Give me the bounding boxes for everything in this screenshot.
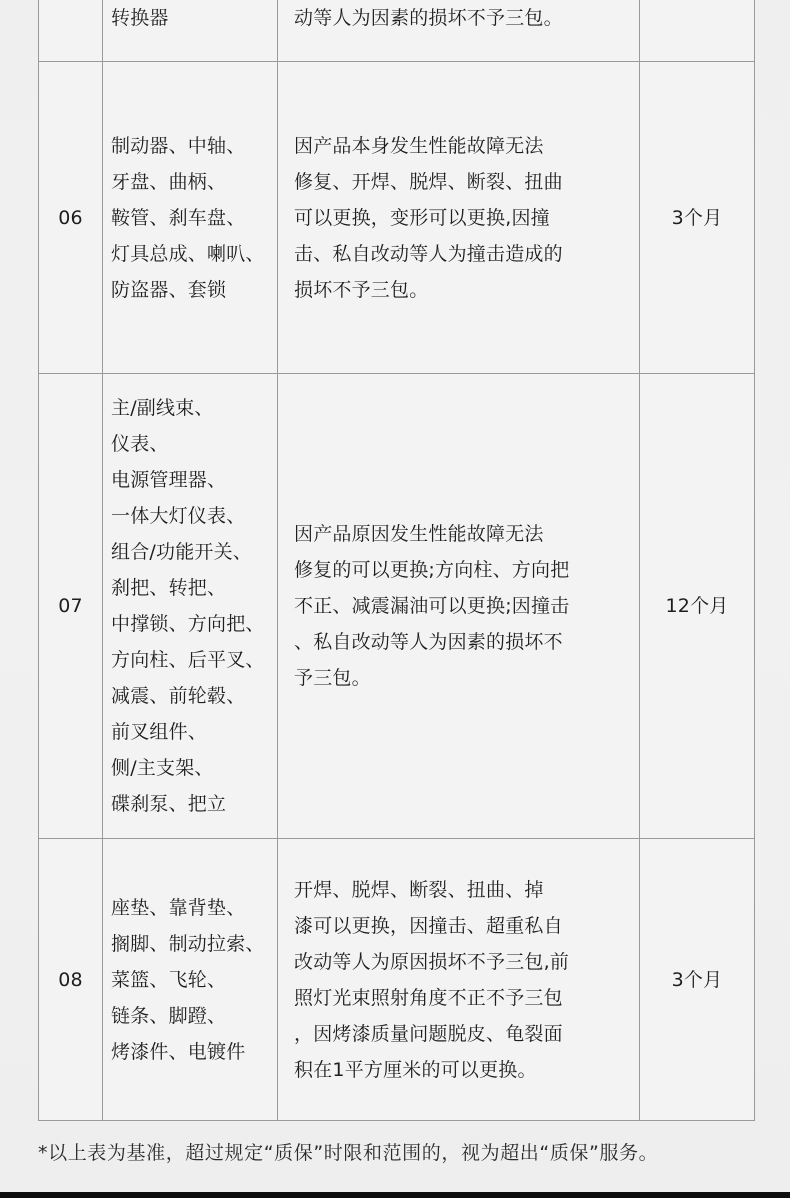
text-line: 方向柱、后平叉、	[111, 649, 265, 671]
text-line: 侧/主支架、	[111, 757, 214, 779]
parts-cell	[103, 62, 278, 374]
description-text	[294, 128, 627, 308]
text-line: 灯具总成、喇叭、	[111, 242, 265, 265]
parts-list	[111, 128, 277, 308]
parts-cell	[103, 839, 278, 1121]
text-line: 搁脚、制动拉索、	[111, 932, 265, 955]
warranty-period: 3个月	[640, 62, 755, 374]
text-line: 动等人为因素的损坏不予三包。	[294, 7, 563, 29]
description-text	[294, 516, 627, 696]
text-line: 刹把、转把、	[111, 577, 227, 599]
text-line: 一体大灯仪表、	[111, 505, 246, 527]
parts-cell	[103, 374, 278, 839]
text-line: 电源管理器、	[111, 469, 227, 491]
warranty-period	[640, 0, 755, 62]
text-line: 中撑锁、方向把、	[111, 613, 265, 635]
row-number: 07	[39, 374, 103, 839]
text-line: 菜篮、飞轮、	[111, 968, 227, 991]
text-line: 座垫、靠背垫、	[111, 896, 246, 919]
text-line: 修复、开焊、脱焊、断裂、扭曲	[294, 170, 563, 193]
text-line: 因产品原因发生性能故障无法	[294, 523, 544, 545]
text-line: 碟刹泵、把立	[111, 793, 227, 815]
text-line: 主/副线束、	[111, 397, 214, 419]
text-line: 开焊、脱焊、断裂、扭曲、掉	[294, 878, 544, 901]
parts-cell	[103, 0, 278, 62]
text-line: 漆可以更换，因撞击、超重私自	[294, 914, 563, 937]
table-row	[39, 62, 755, 374]
description-cell	[278, 62, 640, 374]
text-line: 鞍管、刹车盘、	[111, 206, 246, 229]
table-row	[39, 0, 755, 62]
warranty-table	[38, 0, 755, 1121]
text-line: 修复的可以更换;方向柱、方向把	[294, 559, 570, 581]
text-line: 减震、前轮毂、	[111, 685, 246, 707]
parts-list	[111, 890, 277, 1070]
row-number: 08	[39, 839, 103, 1121]
text-line: 因产品本身发生性能故障无法	[294, 134, 544, 157]
text-line: 损坏不予三包。	[294, 278, 429, 301]
text-line: 、私自改动等人为因素的损坏不	[294, 631, 563, 653]
text-line: 改动等人为原因损坏不予三包,前	[294, 950, 570, 973]
description-text	[294, 1, 627, 35]
table-row	[39, 374, 755, 839]
warranty-period: 3个月	[640, 839, 755, 1121]
text-line: 前叉组件、	[111, 721, 208, 743]
text-line: 组合/功能开关、	[111, 541, 253, 563]
text-line: 牙盘、曲柄、	[111, 170, 227, 193]
text-line: 链条、脚蹬、	[111, 1004, 227, 1027]
text-line: 转换器	[111, 7, 169, 29]
description-cell	[278, 839, 640, 1121]
row-number: 06	[39, 62, 103, 374]
text-line: 照灯光束照射角度不正不予三包	[294, 986, 563, 1009]
footnote: *以上表为基准，超过规定“质保”时限和范围的，视为超出“质保”服务。	[38, 1142, 659, 1164]
text-line: 仪表、	[111, 433, 169, 455]
text-line: 不正、减震漏油可以更换;因撞击	[294, 595, 570, 617]
text-line: 予三包。	[294, 667, 371, 689]
text-line: 可以更换，变形可以更换,因撞	[294, 206, 550, 229]
parts-list	[111, 1, 277, 35]
text-line: 烤漆件、电镀件	[111, 1040, 246, 1063]
table-row	[39, 839, 755, 1121]
description-cell	[278, 374, 640, 839]
text-line: ，因烤漆质量问题脱皮、龟裂面	[294, 1022, 563, 1045]
bottom-divider	[0, 1192, 790, 1198]
text-line: 制动器、中轴、	[111, 134, 246, 157]
row-number	[39, 0, 103, 62]
text-line: 积在1平方厘米的可以更换。	[294, 1058, 537, 1081]
text-line: 击、私自改动等人为撞击造成的	[294, 242, 563, 265]
description-text	[294, 872, 627, 1088]
description-cell	[278, 0, 640, 62]
text-line: 防盗器、套锁	[111, 278, 227, 301]
warranty-period: 12个月	[640, 374, 755, 839]
parts-list	[111, 390, 277, 822]
